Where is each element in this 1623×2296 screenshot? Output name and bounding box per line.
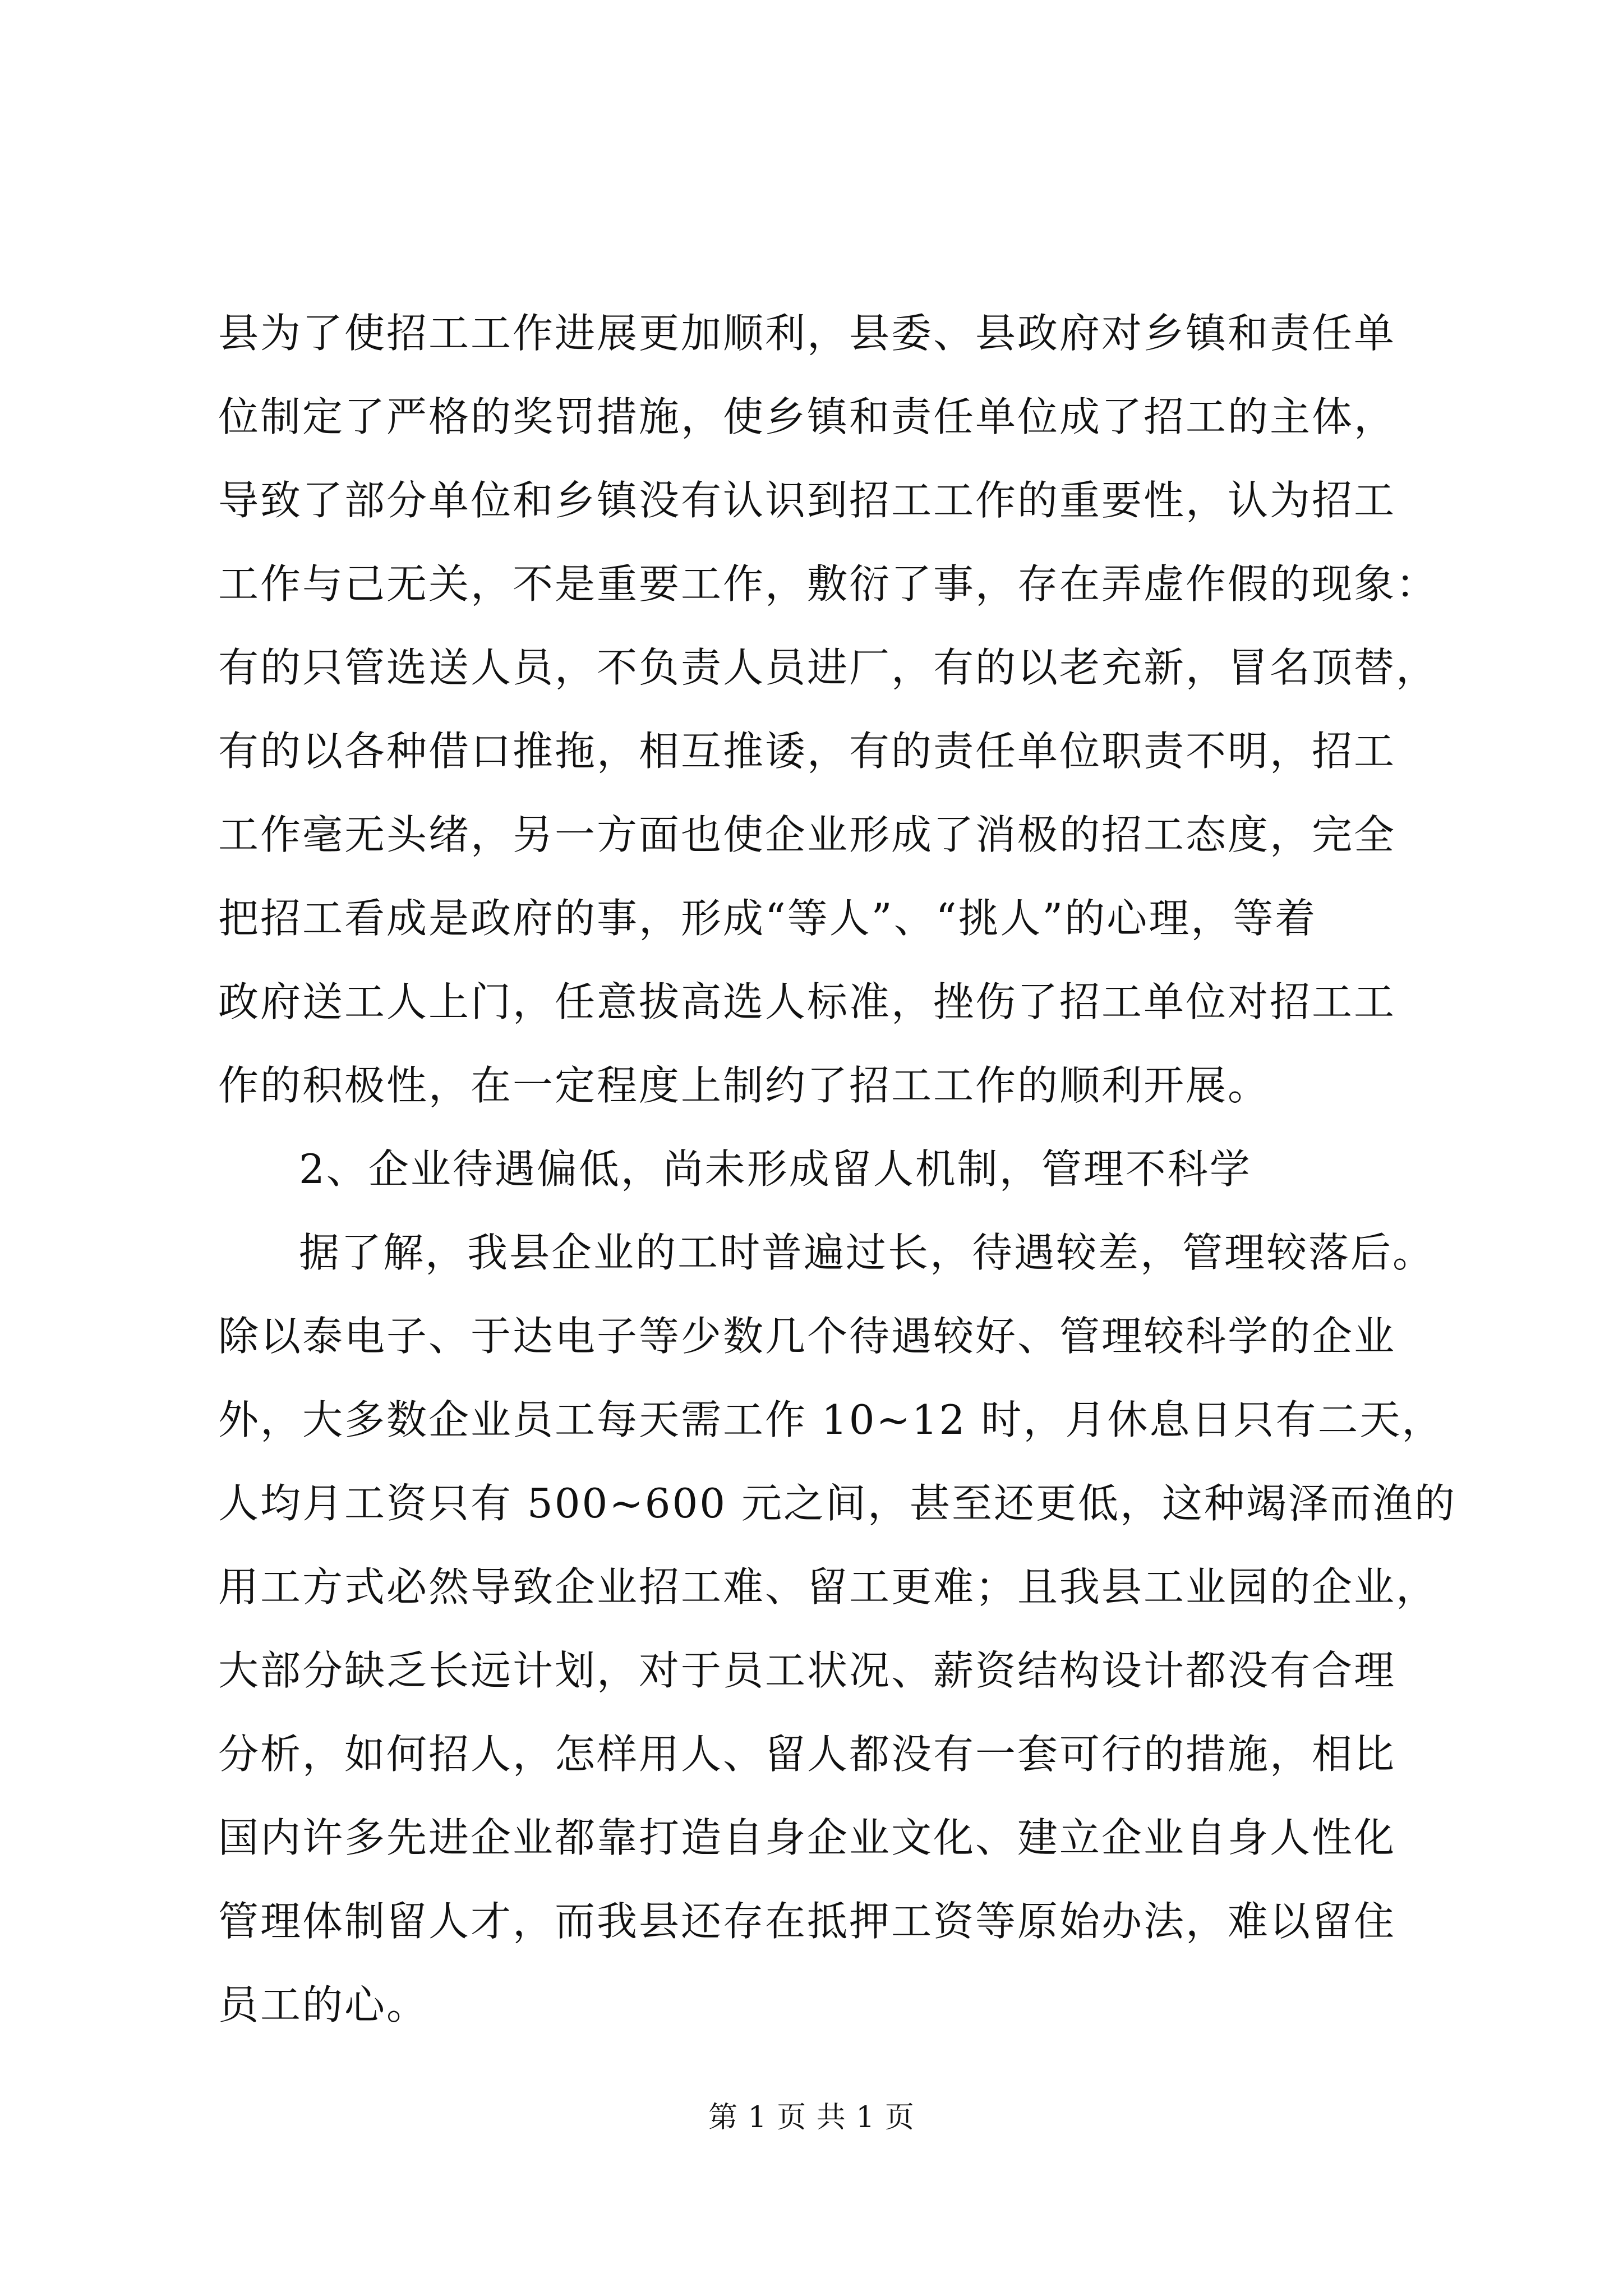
text-line: 国内许多先进企业都靠打造自身企业文化、建立企业自身人性化 — [218, 1814, 1396, 1861]
text-line: 人均月工资只有 500~600 元之间，甚至还更低，这种竭泽而渔的 — [218, 1480, 1456, 1527]
text-line: 除以泰电子、于达电子等少数几个待遇较好、管理较科学的企业 — [218, 1313, 1396, 1360]
text-line: 把招工看成是政府的事，形成“等人”、“挑人”的心理，等着 — [218, 895, 1317, 942]
text-line: 政府送工人上门，任意拔高选人标准，挫伤了招工单位对招工工 — [218, 978, 1396, 1025]
text-line: 外，大多数企业员工每天需工作 10~12 时，月休息日只有二天， — [218, 1396, 1444, 1443]
text-line: 分析，如何招人，怎样用人、留人都没有一套可行的措施，相比 — [218, 1731, 1396, 1778]
paragraph-2 — [218, 1211, 1456, 2047]
page-footer — [0, 2098, 1623, 2137]
heading-line: 2、企业待遇偏低，尚未形成留人机制，管理不科学 — [299, 1145, 1252, 1193]
text-line: 有的以各种借口推拖，相互推诿，有的责任单位职责不明，招工 — [218, 728, 1396, 775]
page-number-text: 第 1 页 共 1 页 — [708, 2101, 915, 2134]
text-line: 有的只管选送人员，不负责人员进厂，有的以老充新，冒名顶替， — [218, 644, 1438, 691]
section-heading — [218, 1128, 1413, 1211]
text-line: 工作与己无关，不是重要工作，敷衍了事，存在弄虚作假的现象： — [218, 560, 1438, 608]
text-line: 导致了部分单位和乡镇没有认识到招工工作的重要性，认为招工 — [218, 477, 1396, 524]
document-body — [218, 292, 1456, 2047]
text-line: 大部分缺乏长远计划，对于员工状况、薪资结构设计都没有合理 — [218, 1647, 1396, 1694]
paragraph-1 — [218, 292, 1438, 1128]
text-line: 员工的心。 — [218, 1981, 429, 2028]
text-line: 工作毫无头绪，另一方面也使企业形成了消极的招工态度，完全 — [218, 811, 1396, 858]
text-line: 位制定了严格的奖罚措施，使乡镇和责任单位成了招工的主体， — [218, 393, 1396, 440]
text-line: 作的积极性，在一定程度上制约了招工工作的顺利开展。 — [218, 1062, 1270, 1109]
text-line: 用工方式必然导致企业招工难、留工更难；且我县工业园的企业， — [218, 1563, 1438, 1611]
text-line: 管理体制留人才，而我县还存在抵押工资等原始办法，难以留住 — [218, 1898, 1396, 1945]
text-line: 县为了使招工工作进展更加顺利，县委、县政府对乡镇和责任单 — [218, 310, 1396, 357]
text-line: 据了解，我县企业的工时普遍过长，待遇较差，管理较落后。 — [299, 1229, 1435, 1276]
